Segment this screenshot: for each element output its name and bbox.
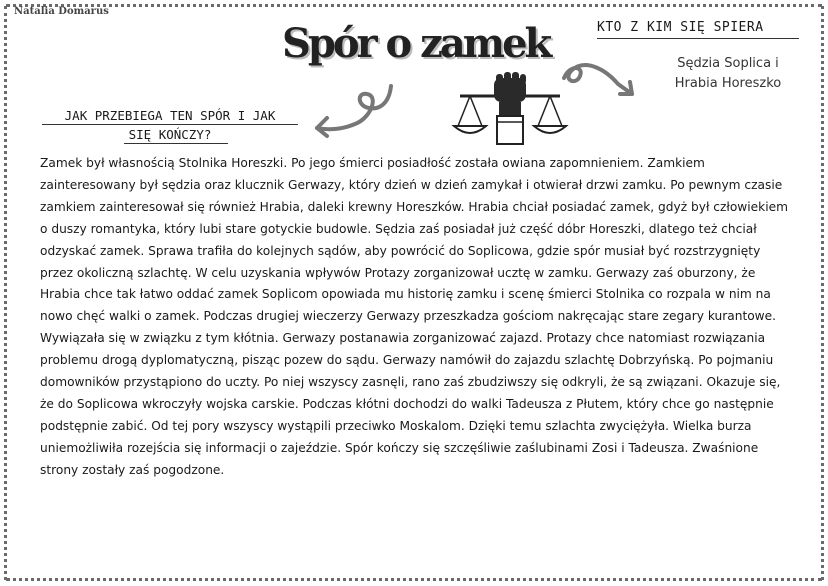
question-underline-2 [124,143,228,144]
page-title: Spór o zamek [282,20,550,67]
question-line-1: JAK PRZEBIEGA TEN SPÓR I JAK [64,108,276,123]
who-heading: KTO Z KIM SIĘ SPIERA [597,20,764,35]
border-top-dots [6,4,822,7]
story-paragraph: Zamek był własnością Stolnika Horeszki. Po jego śmierci posiadłość została owiana zapomnieniem. Zamkiem zainteresowany był sędzia oraz klucznik Gerwazy, który dzień w dzień zamykał i otwierał drzwi zamku. Po pewnym czasie zamkiem zainteresował się również Hrabia, daleki krewny Horeszków. Hrabia chciał posiadać zamek, gdyż był człowiekiem o duszy romantyka, który lubi stare gotyckie budowle. Sędzia zaś posiadał już część dóbr Horeszki, dlatego też chciał odzyskać zamek. Sprawa trafiła do kolejnych sądów, aby powrócić do Soplicowa, gdzie spór musiał być rozstrzygnięty przez okoliczną szlachtę. W celu uzyskania wpływów Protazy zorganizował ucztę w zamku. Gerwazy zaś oburzony, że Hrabia chce tak łatwo oddać zamek Soplicom opowiada mu historię zamku i scenę śmierci Stolnika co rozpala w nim na nowo chęć walki o zamek. Podczas drugiej wieczerzy Gerwazy przeszkadza gościom nakręcając stare zegary kurantowe. Wywiązała się w związku z tym kłótnia. Gerwazy postanawia zorganizować zajazd. Protazy chce natomiast rozwiązania problemu drogą dyplomatyczną, pisząc pozew do sądu. Gerwazy namówił do zajazdu szlachtę Dobrzyńską. Po pojmaniu domowników przystąpiono do uczty. Po niej wszyscy zasnęli, rano zaś zbudziwszy się odkryli, że są związani. Okazuje się, że do Soplicowa wkroczyły wojska carskie. Podczas kłótni dochodzi do walki Tadeusza z Płutem, który chce go następnie podstępnie zabić. Od tej pory wszyscy wystąpili przeciwko Moskalom. Dzięki temu szlachta zwyciężyła. Wielka burza uniemożliwiła rozejścia się informacji o zajeździe. Spór kończy się szczęśliwie zaślubinami Zosi i Tadeusza. Zwaśnione strony zostały zaś pogodzone. [40,156,788,477]
question-heading [30,106,310,144]
scales-with-fist-icon [450,64,570,154]
author-signature: Natalia Domarus [14,6,109,17]
who-answer-line-2: Hrabia Horeszko [674,76,782,91]
who-answer-line-1: Sędzia Soplica i [677,56,779,71]
border-left-dots [4,6,7,580]
border-right-dots [821,6,824,580]
border-bottom-dots [6,578,822,581]
question-underline-1 [42,124,298,125]
question-line-2: SIĘ KOŃCZY? [128,127,212,142]
curly-arrow-left-icon [305,82,395,142]
curly-arrow-right-icon [560,44,640,104]
who-answer [648,54,808,94]
who-heading-underline [597,38,799,39]
